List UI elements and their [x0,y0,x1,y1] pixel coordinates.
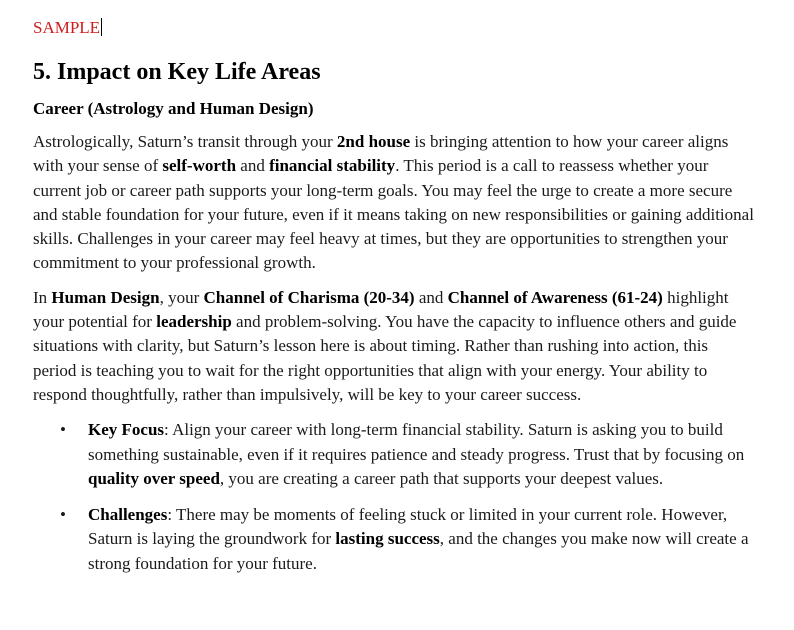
text-cursor [101,18,102,36]
para1-bold-2nd-house: 2nd house [336,132,411,151]
paragraph-human-design [33,286,754,407]
para1-text-4: . This period is a call to reassess whether your current job or career path supports your long-term goals. You may feel the urge to create a more secure and stable foundation for your future, even if it means taking on new responsibilities or gaining additional skills. Challenges in your career may feel heavy at times, but they are opportunities to strengthen your commitment to your professional growth. [33,156,754,273]
bullet-text-2: , and the changes you make now will create a strong foundation for your future. [88,529,749,573]
bullet-text-2: , you are creating a career path that supports your deepest values. [219,468,664,488]
sample-label[interactable] [33,16,754,40]
para1-bold-financial-stability: financial stability [269,156,396,176]
para1-text-3: and [236,156,270,176]
bullet-text-1: : There may be moments of feeling stuck or limited in your current role. However, Saturn is laying the groundwork for [88,505,728,549]
bullet-label-key-focus: Key Focus [88,420,165,440]
para2-text-2: , your [159,287,204,307]
para1-text-1: Astrologically, Saturn’s transit through your [33,132,337,151]
para2-bold-leadership: leadership [156,312,232,332]
para1-text-2: is bringing attention to how your career aligns with your sense of [33,132,729,176]
para2-bold-channel-charisma: Channel of Charisma (20-34) [203,287,415,307]
sample-text: SAMPLE [33,18,101,37]
para2-text-4: highlight your potential for [33,287,729,332]
para1-bold-self-worth: self-worth [162,156,237,176]
section-title: 5. Impact on Key Life Areas [33,59,321,85]
bullet-text-1: : Align your career with long-term financial stability. Saturn is asking you to build something sustainable, even if it requires patience and steady progress. Trust that by focusing on [88,420,745,464]
list-item-challenges [33,503,754,576]
bullet-marker: • [60,420,66,440]
paragraph-astrology [33,130,754,276]
para2-text-1: In [33,287,52,307]
para2-bold-human-design: Human Design [51,287,160,307]
list-item-key-focus [33,418,754,491]
bullet-label-challenges: Challenges [88,505,168,525]
subsection-title: Career (Astrology and Human Design) [33,99,314,118]
bullet-bold-lasting-success: lasting success [335,529,440,549]
bullet-list [33,418,754,576]
bullet-marker: • [60,505,66,525]
para2-text-3: and [414,287,448,307]
para2-bold-channel-awareness: Channel of Awareness (61-24) [447,287,663,307]
para2-text-5: and problem-solving. You have the capacity to influence others and guide situations with clarity, but Saturn’s lesson here is about timing. Rather than rushing into action, this period is teaching you to wait for the right opportunities that align with your energy. Your ability to respond thoughtfully, rather than impulsively, will be key to your career success. [33,312,737,404]
bullet-bold-quality-over-speed: quality over speed [88,468,220,488]
